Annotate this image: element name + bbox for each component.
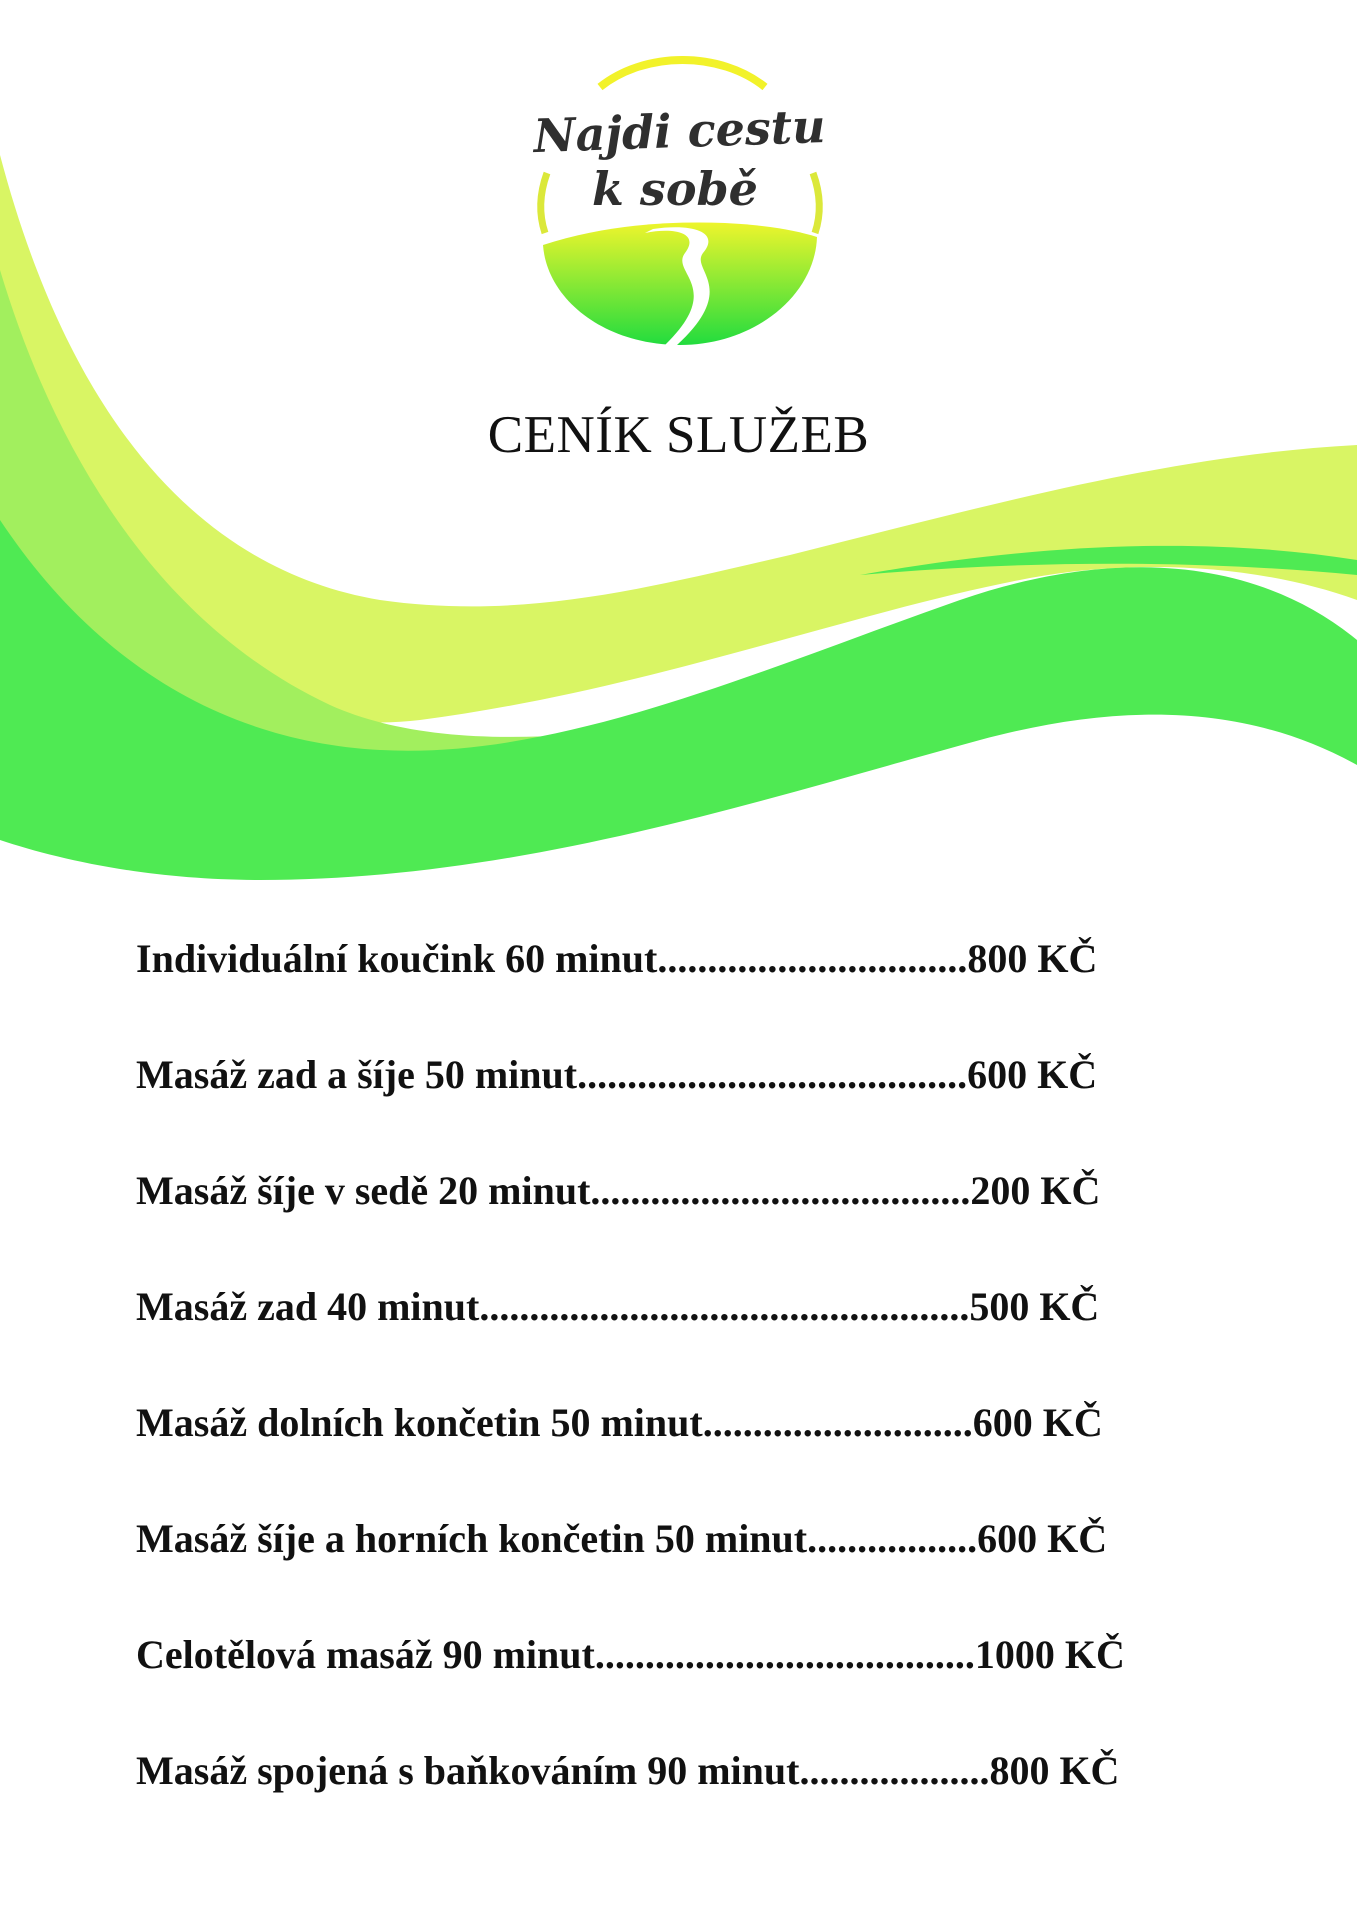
page-title: CENÍK SLUŽEB xyxy=(487,406,870,464)
logo-ring-left xyxy=(541,173,547,233)
price-item-cupping-massage: Masáž spojená s baňkováním 90 minut...................800 KČ xyxy=(136,1748,1120,1793)
logo-text-line1: Najdi cestu xyxy=(532,98,827,164)
logo-ring-top xyxy=(600,60,765,87)
price-item-back-neck-massage: Masáž zad a šíje 50 minut.......................................600 KČ xyxy=(136,1052,1098,1097)
logo-hill xyxy=(543,223,817,345)
price-item-back-massage: Masáž zad 40 minut.................................................500 KČ xyxy=(136,1284,1100,1329)
logo-text-line2: k sobě xyxy=(592,162,758,216)
price-item-seated-neck-massage: Masáž šíje v sedě 20 minut......................................200 KČ xyxy=(136,1168,1101,1213)
price-item-full-body-massage: Celotělová masáž 90 minut......................................1000 KČ xyxy=(136,1632,1125,1677)
najdi-cestu-logo xyxy=(525,55,835,350)
logo-ring-right xyxy=(813,173,819,233)
price-item-individual-coaching: Individuální koučink 60 minut...............................800 KČ xyxy=(136,936,1098,981)
price-list xyxy=(136,930,1186,1858)
price-item-lower-limbs-massage: Masáž dolních končetin 50 minut...........................600 KČ xyxy=(136,1400,1103,1445)
price-item-neck-upper-limbs-massage: Masáž šíje a horních končetin 50 minut.................600 KČ xyxy=(136,1516,1108,1561)
